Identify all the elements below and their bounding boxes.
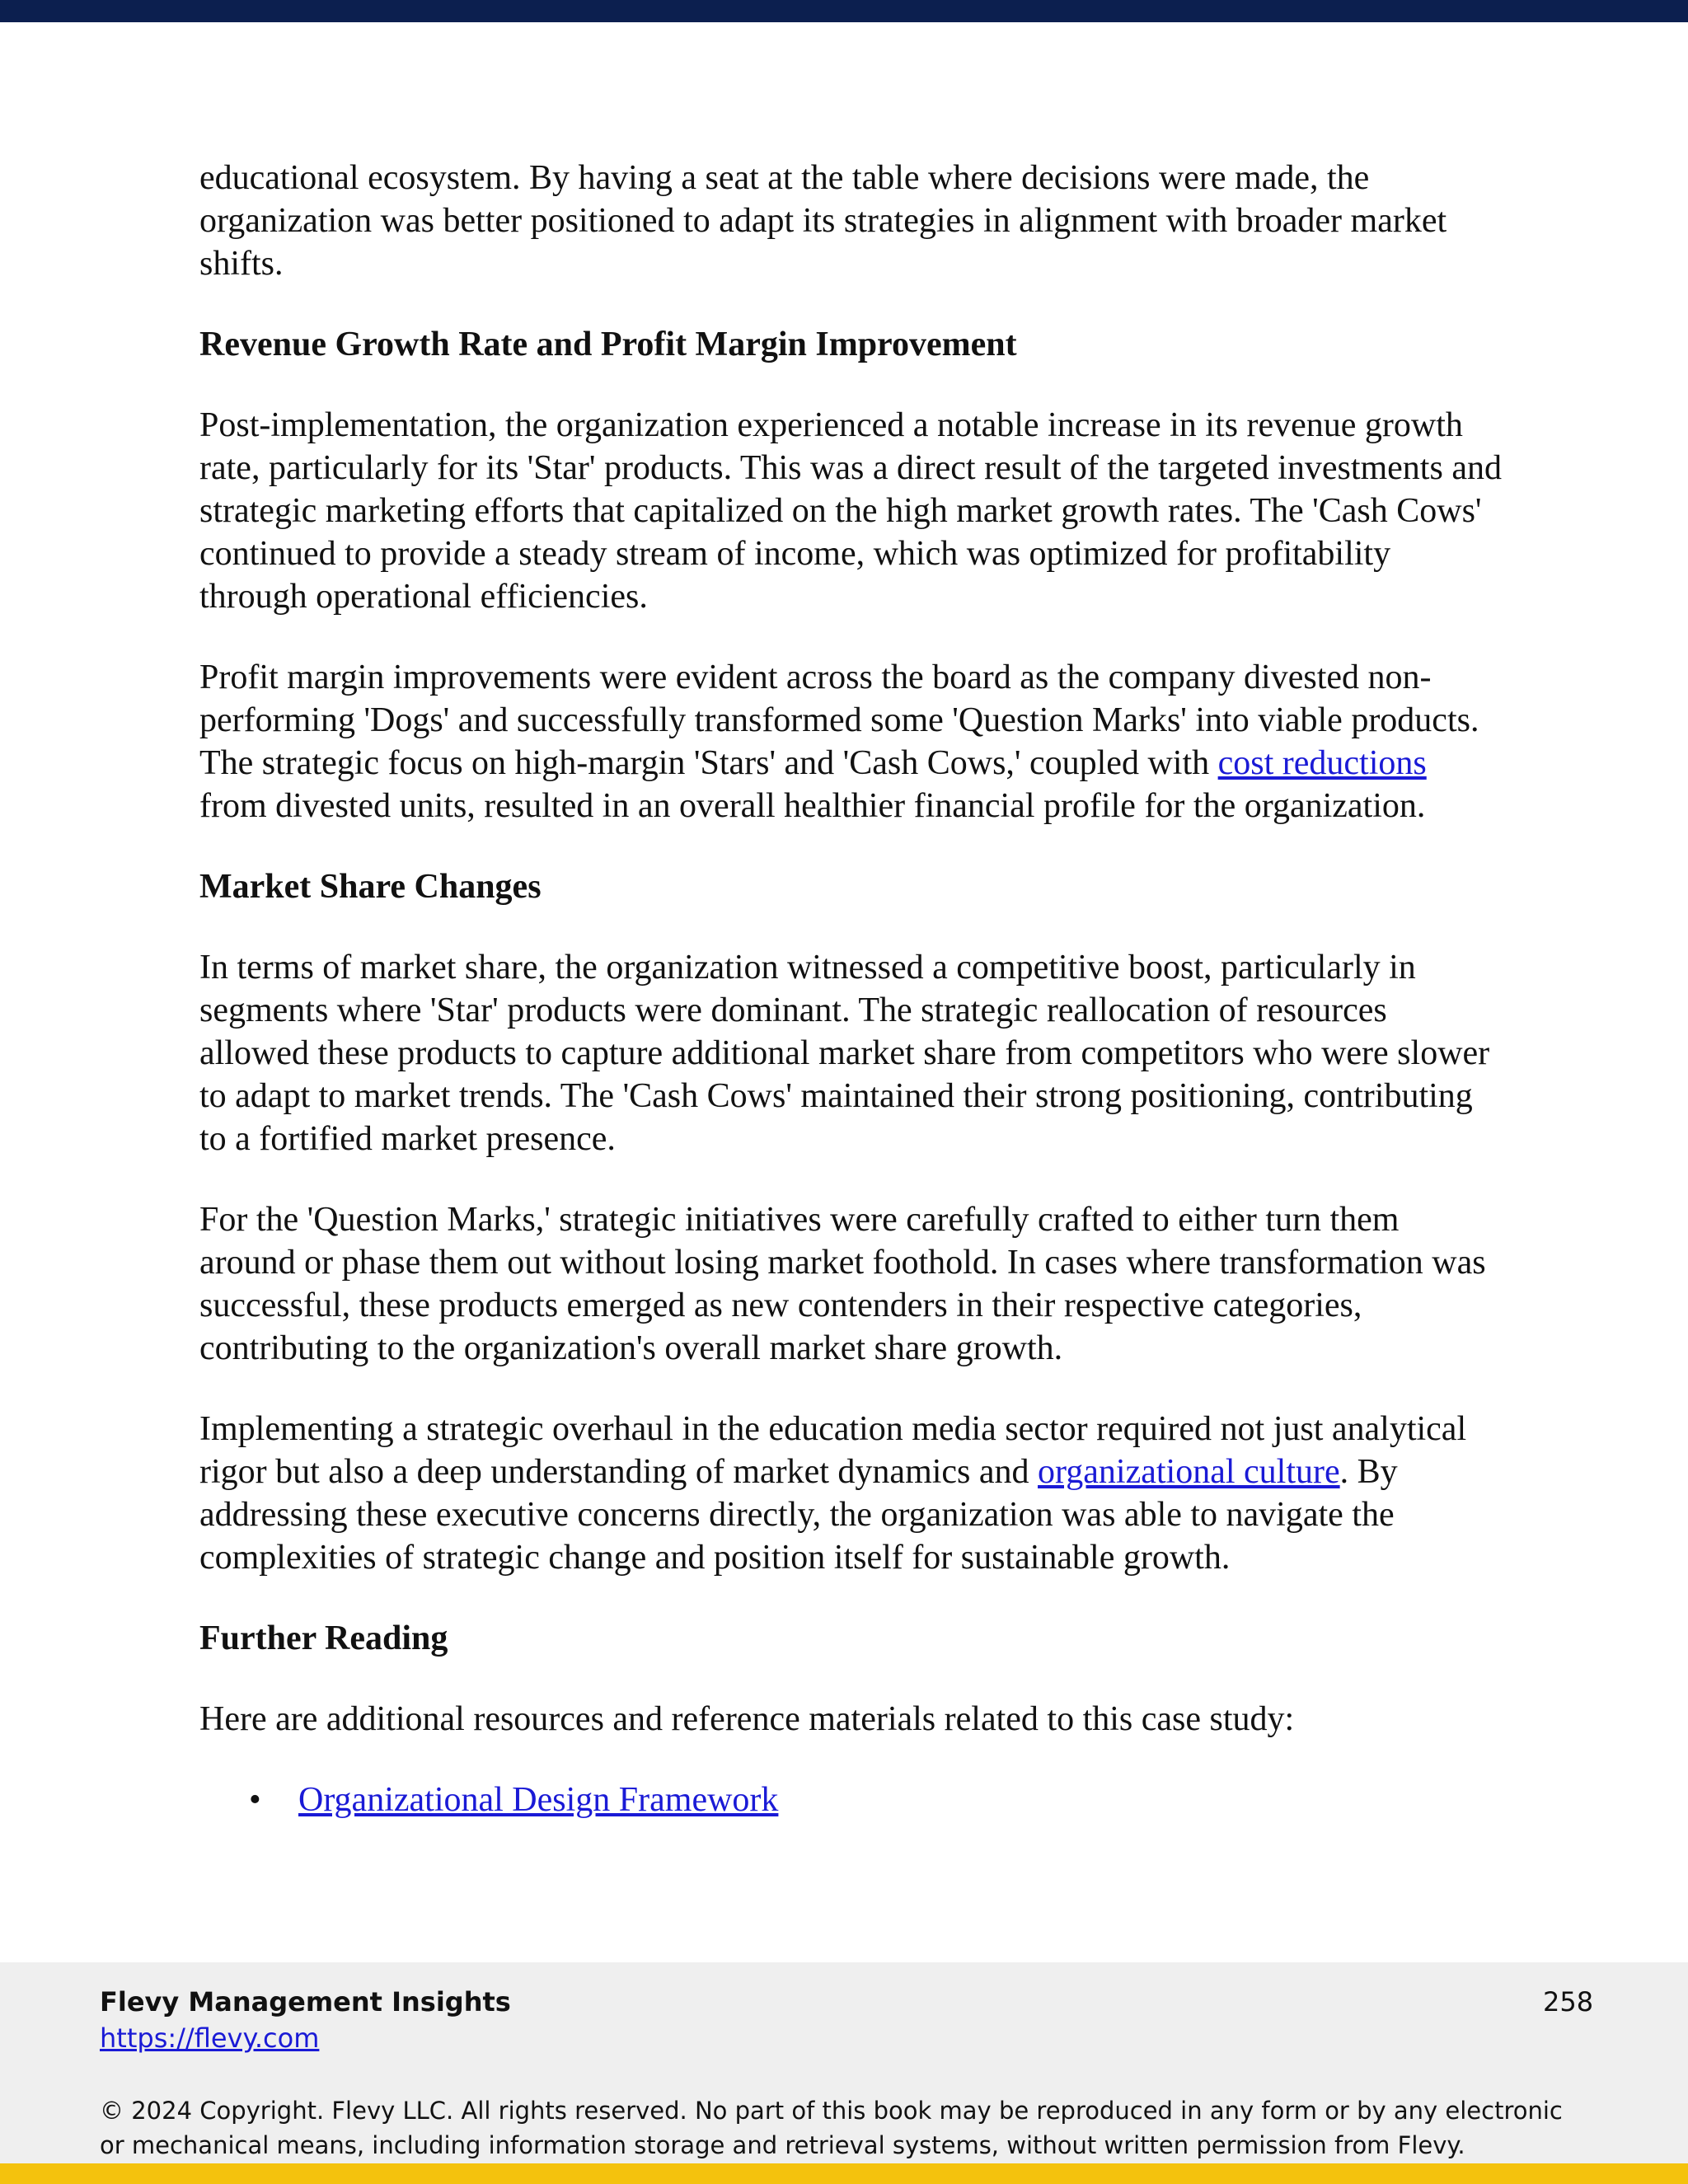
further-reading-list	[199, 1779, 1502, 1821]
link-cost-reductions[interactable]: cost reductions	[1217, 744, 1427, 782]
paragraph-question-marks: For the 'Question Marks,' strategic initiatives were carefully crafted to either turn them around or phase them out without losing market foothold. In cases where transformation was successful, these products emerged as new contenders in their respective categories, contributing to the organization's overall market share growth.	[199, 1201, 1486, 1367]
heading-revenue-growth: Revenue Growth Rate and Profit Margin Improvement	[199, 326, 1017, 363]
paragraph-profit-margin-text-2: from divested units, resulted in an overall healthier financial profile for the organization.	[199, 787, 1426, 825]
paragraph-profit-margin	[199, 656, 1502, 827]
paragraph-revenue-growth: Post-implementation, the organization experienced a notable increase in its revenue growth rate, particularly for its 'Star' products. This was a direct result of the targeted investments and strategic marketing efforts that capitalized on the high market growth rates. The 'Cash Cows' continued to provide a steady stream of income, which was optimized for profitability through operational efficiencies.	[199, 406, 1502, 616]
bottom-accent-bar	[0, 2163, 1688, 2184]
paragraph-market-share: In terms of market share, the organization witnessed a competitive boost, particularly in segments where 'Star' products were dominant. The strategic reallocation of resources allowed these products to capture additional market share from competitors who were slower to adapt to market trends. The 'Cash Cows' maintained their strong positioning, contributing to a fortified market presence.	[199, 949, 1490, 1158]
link-organizational-design-framework[interactable]: Organizational Design Framework	[298, 1781, 779, 1819]
footer-url-link[interactable]: https://flevy.com	[100, 2022, 320, 2054]
top-accent-bar	[0, 0, 1688, 22]
link-organizational-culture[interactable]: organizational culture	[1038, 1453, 1340, 1491]
paragraph-strategic-overhaul-text-1: Implementing a strategic overhaul in the education media sector required not just analytical rigor but also a deep understanding of market dynamics and	[199, 1410, 1467, 1491]
paragraph-further-reading-intro: Here are additional resources and reference materials related to this case study:	[199, 1700, 1295, 1738]
heading-market-share: Market Share Changes	[199, 868, 542, 906]
paragraph-ecosystem: educational ecosystem. By having a seat at the table where decisions were made, the organization was better positioned to adapt its strategies in alignment with broader market shifts.	[199, 159, 1447, 283]
page-body	[199, 157, 1502, 1821]
list-item	[199, 1779, 1502, 1821]
paragraph-profit-margin-text-1: Profit margin improvements were evident across the board as the company divested non-performing 'Dogs' and successfully transformed some 'Question Marks' into viable products. The strategic focus on high-margin 'Stars' and 'Cash Cows,' coupled with	[199, 658, 1479, 782]
paragraph-strategic-overhaul	[199, 1408, 1502, 1579]
page-footer	[0, 1962, 1688, 2163]
footer-brand: Flevy Management Insights	[100, 1986, 511, 2018]
footer-copyright: © 2024 Copyright. Flevy LLC. All rights reserved. No part of this book may be reproduced in any form or by any electronic or mechanical means, including information storage and retrieval systems, without written permission from Flevy.	[100, 2097, 1563, 2159]
heading-further-reading: Further Reading	[199, 1619, 448, 1657]
paragraph-strategic-overhaul-text-2: . By addressing these executive concerns directly, the organization was able to navigate the complexities of strategic change and position itself for sustainable growth.	[199, 1453, 1398, 1577]
page-number: 258	[1543, 1986, 1594, 2018]
bullet-icon: •	[249, 1781, 261, 1819]
